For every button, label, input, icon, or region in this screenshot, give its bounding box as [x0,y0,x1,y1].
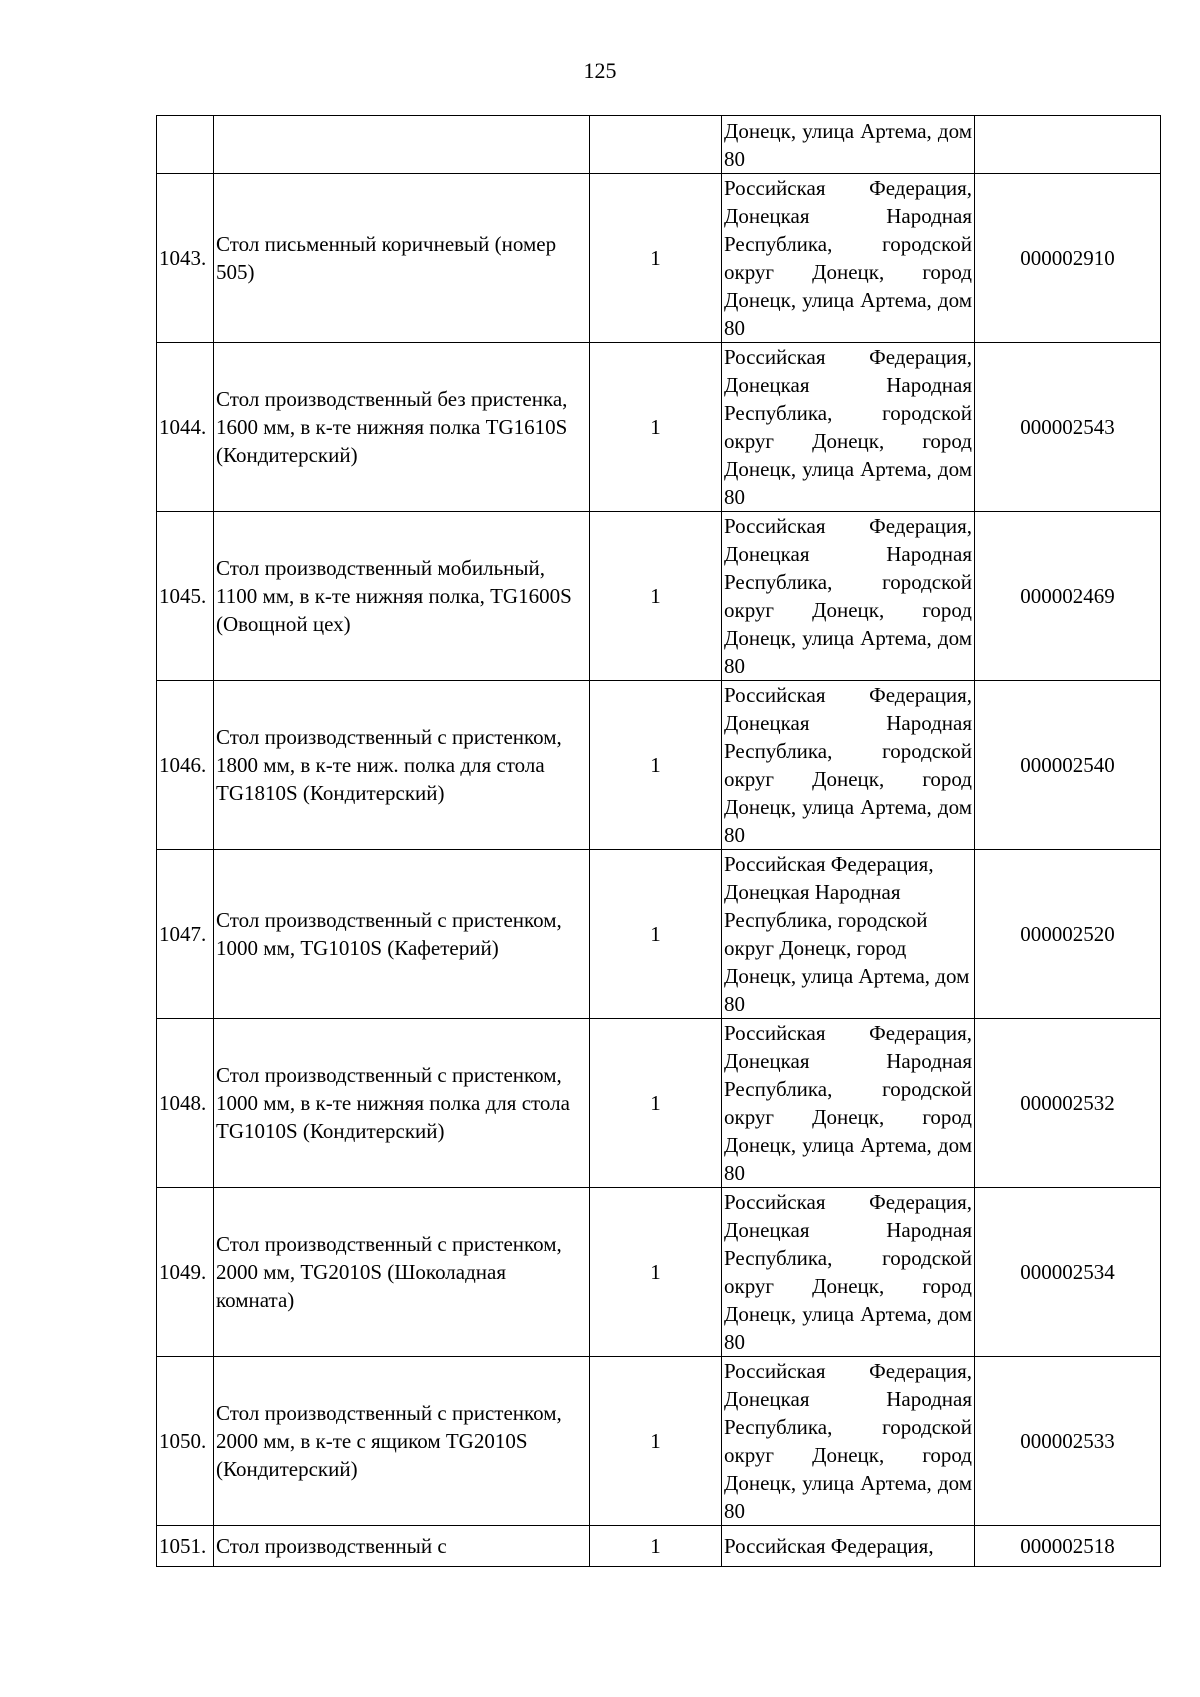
inventory-code-cell: 000002533 [975,1357,1161,1526]
address-cell: Российская Федерация, Донецкая Народная Республика, городской округ Донецк, город Донецк, улица Артема, дом 80 [722,512,975,681]
inventory-code-cell: 000002543 [975,343,1161,512]
table-row [157,850,1161,1019]
table-row [157,1019,1161,1188]
item-number-cell: 1043. [157,174,214,343]
address-cell: Российская Федерация, Донецкая Народная Республика, городской округ Донецк, город Донецк, улица Артема, дом 80 [722,343,975,512]
quantity-cell: 1 [590,174,722,343]
item-name-cell: Стол письменный коричневый (номер 505) [214,174,590,343]
item-name-cell: Стол производственный с пристенком, 2000 мм, в к-те с ящиком TG2010S (Кондитерский) [214,1357,590,1526]
table-row [157,174,1161,343]
item-name-cell [214,116,590,174]
quantity-cell: 1 [590,1188,722,1357]
inventory-code-cell [975,116,1161,174]
item-name-cell: Стол производственный с пристенком, 2000 мм, TG2010S (Шоколадная комната) [214,1188,590,1357]
item-number-cell: 1046. [157,681,214,850]
inventory-code-cell: 000002520 [975,850,1161,1019]
table-row [157,116,1161,174]
address-cell: Российская Федерация, Донецкая Народная Республика, городской округ Донецк, город Донецк, улица Артема, дом 80 [722,1019,975,1188]
quantity-cell: 1 [590,1526,722,1567]
quantity-cell: 1 [590,1357,722,1526]
item-number-cell [157,116,214,174]
inventory-code-cell: 000002910 [975,174,1161,343]
address-cell: Российская Федерация, [722,1526,975,1567]
inventory-code-cell: 000002540 [975,681,1161,850]
item-number-cell: 1048. [157,1019,214,1188]
inventory-code-cell: 000002534 [975,1188,1161,1357]
quantity-cell: 1 [590,343,722,512]
address-cell: Российская Федерация, Донецкая Народная Республика, городской округ Донецк, город Донецк, улица Артема, дом 80 [722,1357,975,1526]
item-name-cell: Стол производственный с пристенком, 1000 мм, TG1010S (Кафетерий) [214,850,590,1019]
item-number-cell: 1049. [157,1188,214,1357]
address-cell: Российская Федерация, Донецкая Народная Республика, городской округ Донецк, город Донецк, улица Артема, дом 80 [722,850,975,1019]
table-row [157,1526,1161,1567]
quantity-cell: 1 [590,1019,722,1188]
item-name-cell: Стол производственный с пристенком, 1800 мм, в к-те ниж. полка для стола TG1810S (Кондитерский) [214,681,590,850]
inventory-code-cell: 000002469 [975,512,1161,681]
item-number-cell: 1045. [157,512,214,681]
item-name-cell: Стол производственный с пристенком, 1000 мм, в к-те нижняя полка для стола TG1010S (Кондитерский) [214,1019,590,1188]
item-name-cell: Стол производственный с [214,1526,590,1567]
quantity-cell: 1 [590,850,722,1019]
item-number-cell: 1050. [157,1357,214,1526]
item-number-cell: 1044. [157,343,214,512]
quantity-cell: 1 [590,512,722,681]
table-row [157,343,1161,512]
inventory-table [156,115,1161,1567]
inventory-code-cell: 000002532 [975,1019,1161,1188]
item-name-cell: Стол производственный мобильный, 1100 мм, в к-те нижняя полка, TG1600S (Овощной цех) [214,512,590,681]
item-number-cell: 1051. [157,1526,214,1567]
quantity-cell [590,116,722,174]
address-cell: Российская Федерация, Донецкая Народная Республика, городской округ Донецк, город Донецк, улица Артема, дом 80 [722,174,975,343]
address-cell: Российская Федерация, Донецкая Народная Республика, городской округ Донецк, город Донецк, улица Артема, дом 80 [722,681,975,850]
item-number-cell: 1047. [157,850,214,1019]
address-cell: Российская Федерация, Донецкая Народная Республика, городской округ Донецк, город Донецк, улица Артема, дом 80 [722,1188,975,1357]
table-row [157,1188,1161,1357]
page-number: 125 [583,58,617,83]
inventory-code-cell: 000002518 [975,1526,1161,1567]
table-row [157,512,1161,681]
item-name-cell: Стол производственный без пристенка, 1600 мм, в к-те нижняя полка TG1610S (Кондитерский) [214,343,590,512]
table-row [157,1357,1161,1526]
table-row [157,681,1161,850]
address-cell: Донецк, улица Артема, дом 80 [722,116,975,174]
quantity-cell: 1 [590,681,722,850]
